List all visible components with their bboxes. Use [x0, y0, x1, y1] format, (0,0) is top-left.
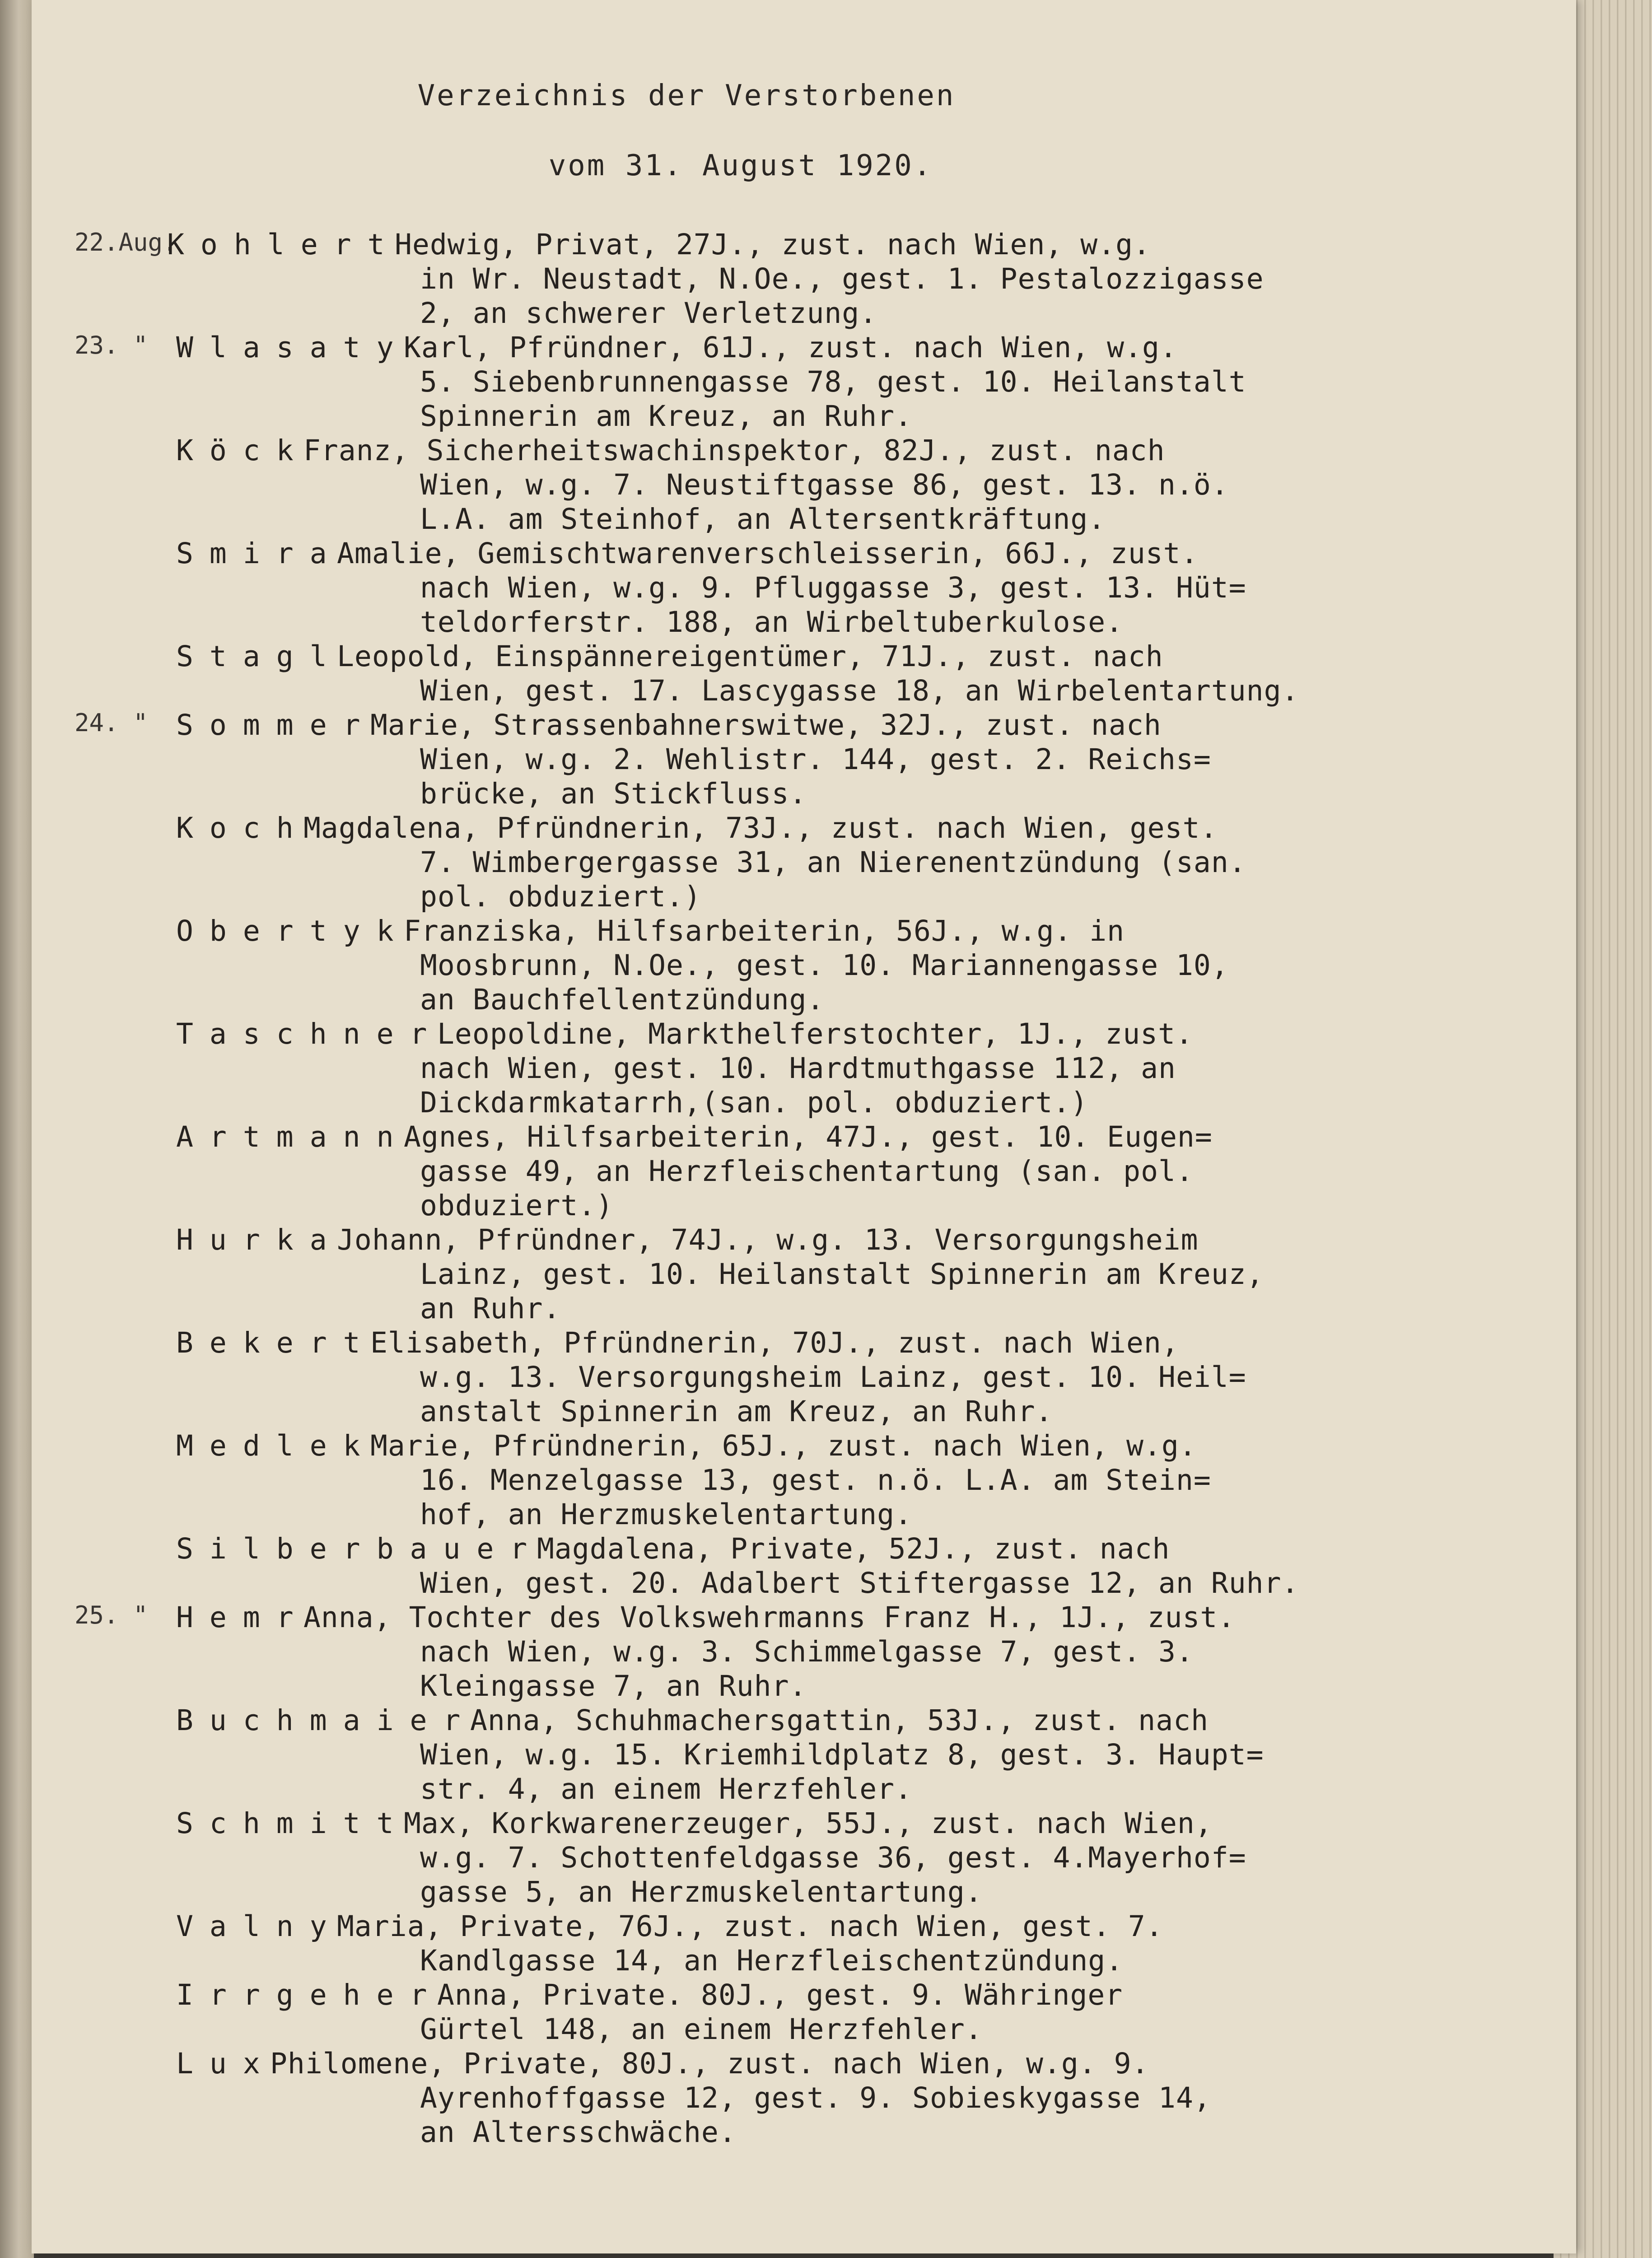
entry — [32, 1704, 1522, 1738]
book-binding — [0, 0, 34, 2258]
entry-date: 23. " — [75, 331, 148, 359]
entry — [32, 1223, 1522, 1258]
entry-text: Hedwig, Privat, 27J., zust. nach Wien, w.g. — [395, 228, 1151, 261]
entry-surname: Köck — [176, 434, 310, 467]
entry-text: Marie, Strassenbahnerswitwe, 32J., zust. nach — [370, 709, 1162, 742]
entry-surname: Smira — [176, 537, 343, 570]
entry-surname: Valny — [176, 1910, 343, 1943]
entry-text: Anna, Schuhmachersgattin, 53J., zust. nach — [470, 1704, 1209, 1737]
entry-continuation-line: Moosbrunn, N.Oe., gest. 10. Mariannengasse 10, — [420, 949, 1229, 982]
entry-text: Max, Korkwarenerzeuger, 55J., zust. nach Wien, — [404, 1807, 1213, 1840]
entry — [32, 1017, 1522, 1052]
entry-text: Maria, Private, 76J., zust. nach Wien, gest. 7. — [337, 1910, 1163, 1943]
entry-continuation-line: teldorferstr. 188, an Wirbeltuberkulose. — [420, 606, 1124, 639]
entry-continuation-line: Spinnerin am Kreuz, an Ruhr. — [420, 400, 913, 433]
entry-surname: Hemr — [176, 1601, 310, 1634]
entry-continuation-line: w.g. 7. Schottenfeldgasse 36, gest. 4.Mayerhof= — [420, 1841, 1246, 1874]
entry-text: Philomene, Private, 80J., zust. nach Wien, w.g. 9. — [270, 2047, 1149, 2080]
entry-continuation-line: Lainz, gest. 10. Heilanstalt Spinnerin am Kreuz, — [420, 1258, 1264, 1291]
entry — [32, 537, 1522, 571]
document-page — [32, 0, 1576, 2253]
entry-continuation-line: Gürtel 148, an einem Herzfehler. — [420, 2013, 983, 2046]
entry-text: Franziska, Hilfsarbeiterin, 56J., w.g. in — [404, 914, 1125, 947]
entry — [32, 1807, 1522, 1841]
entry-surname: Lux — [176, 2047, 276, 2080]
entry-continuation-line: L.A. am Steinhof, an Altersentkräftung. — [420, 503, 1106, 536]
entry — [32, 914, 1522, 949]
entry-surname: Schmitt — [176, 1807, 410, 1840]
entry-surname: Bekert — [176, 1326, 377, 1359]
entry-text: Franz, Sicherheitswachinspektor, 82J., zust. nach — [303, 434, 1165, 467]
entry-continuation-line: Dickdarmkatarrh,(san. pol. obduziert.) — [420, 1086, 1088, 1119]
entry-continuation-line: Ayrenhoffgasse 12, gest. 9. Sobieskygasse 14, — [420, 2081, 1211, 2114]
entry-text: Amalie, Gemischtwarenverschleisserin, 66J., zust. — [337, 537, 1199, 570]
entry-continuation-line: str. 4, an einem Herzfehler. — [420, 1773, 913, 1805]
entry-continuation-line: Wien, w.g. 15. Kriemhildplatz 8, gest. 3. Haupt= — [420, 1738, 1264, 1771]
entry-continuation-line: 2, an schwerer Verletzung. — [420, 297, 877, 330]
entry-continuation-line: 16. Menzelgasse 13, gest. n.ö. L.A. am Stein= — [420, 1464, 1211, 1497]
entry-continuation-line: Wien, w.g. 2. Wehlistr. 144, gest. 2. Reichs= — [420, 743, 1211, 776]
entry-text: Elisabeth, Pfründnerin, 70J., zust. nach Wien, — [370, 1326, 1179, 1359]
entry-surname: Buchmaier — [176, 1704, 477, 1737]
entry-continuation-line: gasse 5, an Herzmuskelentartung. — [420, 1875, 983, 1908]
entry — [32, 1326, 1522, 1361]
entry-text: Agnes, Hilfsarbeiterin, 47J., gest. 10. Eugen= — [404, 1120, 1213, 1153]
entry — [32, 1910, 1522, 1944]
entry-surname: Taschner — [176, 1017, 443, 1050]
entry-continuation-line: anstalt Spinnerin am Kreuz, an Ruhr. — [420, 1395, 1053, 1428]
entry — [32, 2047, 1522, 2081]
entry-text: Marie, Pfründnerin, 65J., zust. nach Wien, w.g. — [370, 1429, 1197, 1462]
entry — [32, 1429, 1522, 1464]
entry-surname: Koch — [176, 812, 310, 844]
entry — [32, 228, 1522, 262]
entry-date: 22.Aug. — [75, 228, 177, 257]
entry-surname: Irrgeher — [176, 1978, 443, 2011]
entry-continuation-line: Wien, w.g. 7. Neustiftgasse 86, gest. 13. n.ö. — [420, 468, 1229, 501]
entry — [32, 709, 1522, 743]
entry-continuation-line: nach Wien, w.g. 9. Pfluggasse 3, gest. 13. Hüt= — [420, 571, 1246, 604]
document-title: Verzeichnis der Verstorbenen — [417, 79, 956, 112]
entry-surname: Hurka — [176, 1223, 343, 1256]
entry-continuation-line: brücke, an Stickfluss. — [420, 777, 807, 810]
entry-continuation-line: an Bauchfellentzündung. — [420, 983, 825, 1016]
entry-text: Anna, Private. 80J., gest. 9. Währinger — [437, 1978, 1123, 2011]
entry-surname: Obertyk — [176, 914, 410, 947]
entry-continuation-line: 5. Siebenbrunnengasse 78, gest. 10. Heilanstalt — [420, 365, 1246, 398]
entry — [32, 1601, 1522, 1635]
entry-continuation-line: an Altersschwäche. — [420, 2116, 737, 2149]
entry-continuation-line: Wien, gest. 20. Adalbert Stiftergasse 12, an Ruhr. — [420, 1567, 1299, 1600]
entry — [32, 812, 1522, 846]
entry-surname: Stagl — [176, 640, 343, 673]
entry-continuation-line: nach Wien, gest. 10. Hardtmuthgasse 112, an — [420, 1052, 1176, 1085]
entry-continuation-line: 7. Wimbergergasse 31, an Nierenentzündung (san. — [420, 846, 1246, 879]
entry-surname: Wlasaty — [176, 331, 410, 364]
entry-text: Magdalena, Private, 52J., zust. nach — [537, 1532, 1170, 1565]
entry-continuation-line: Wien, gest. 17. Lascygasse 18, an Wirbelentartung. — [420, 674, 1299, 707]
entry — [32, 331, 1522, 365]
entry — [32, 640, 1522, 674]
entry-continuation-line: an Ruhr. — [420, 1292, 561, 1325]
entry-date: 25. " — [75, 1601, 148, 1629]
entry-text: Johann, Pfründner, 74J., w.g. 13. Versorgungsheim — [337, 1223, 1199, 1256]
entry-continuation-line: Kandlgasse 14, an Herzfleischentzündung. — [420, 1944, 1124, 1977]
entry-continuation-line: obduziert.) — [420, 1189, 614, 1222]
entry-date: 24. " — [75, 709, 148, 737]
entry — [32, 1978, 1522, 2013]
entry-text: Anna, Tochter des Volkswehrmanns Franz H., 1J., zust. — [303, 1601, 1236, 1634]
entry-continuation-line: in Wr. Neustadt, N.Oe., gest. 1. Pestalozzigasse — [420, 262, 1264, 295]
entry — [32, 1532, 1522, 1567]
entry-surname: Kohlert — [167, 228, 401, 261]
entry-text: Leopold, Einspännereigentümer, 71J., zust. nach — [337, 640, 1163, 673]
entry-surname: Artmann — [176, 1120, 410, 1153]
entry-text: Karl, Pfründner, 61J., zust. nach Wien, w.g. — [404, 331, 1177, 364]
entry-surname: Silberbauer — [176, 1532, 544, 1565]
entry-continuation-line: gasse 49, an Herzfleischentartung (san. pol. — [420, 1155, 1194, 1188]
entry-continuation-line: hof, an Herzmuskelentartung. — [420, 1498, 913, 1531]
entry-continuation-line: Kleingasse 7, an Ruhr. — [420, 1670, 807, 1703]
entry-continuation-line: w.g. 13. Versorgungsheim Lainz, gest. 10. Heil= — [420, 1361, 1246, 1394]
entry-surname: Medlek — [176, 1429, 377, 1462]
entry-continuation-line: pol. obduziert.) — [420, 880, 701, 913]
entry — [32, 434, 1522, 468]
entry-surname: Sommer — [176, 709, 377, 742]
entry-text: Magdalena, Pfründnerin, 73J., zust. nach Wien, gest. — [303, 812, 1218, 844]
entry — [32, 1120, 1522, 1155]
entry-continuation-line: nach Wien, w.g. 3. Schimmelgasse 7, gest. 3. — [420, 1635, 1194, 1668]
entry-text: Leopoldine, Markthelferstochter, 1J., zust. — [437, 1017, 1193, 1050]
document-date-line: vom 31. August 1920. — [548, 149, 933, 182]
